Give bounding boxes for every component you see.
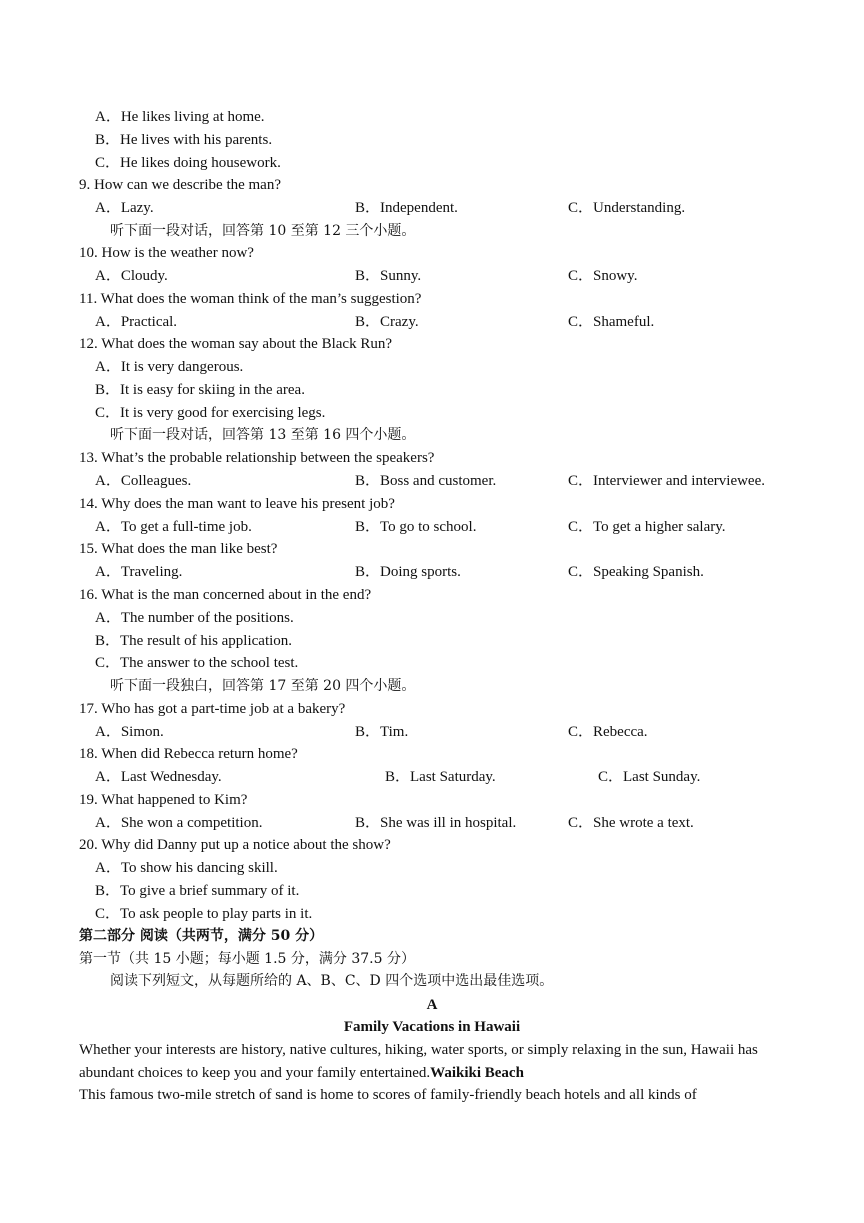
- instruction-13-16: 听下面一段对话，回答第 13 至第 16 四个小题。: [110, 427, 416, 443]
- q19-option-b: B．She was ill in hospital.: [355, 815, 517, 831]
- q20-option-c: C．To ask people to play parts in it.: [95, 906, 313, 922]
- q11-option-c: C．Shameful.: [568, 314, 655, 330]
- passage-paragraph-2: This famous two-mile stretch of sand is home to scores of family-friendly beach hotels and all kinds of: [79, 1087, 697, 1103]
- question-11: 11. What does the woman think of the man’s suggestion?: [79, 291, 422, 307]
- question-9: 9. How can we describe the man?: [79, 177, 282, 193]
- waikiki-beach-heading: Waikiki Beach: [430, 1064, 524, 1081]
- q16-option-a: A．The number of the positions.: [95, 610, 294, 626]
- q9-option-a: A．Lazy.: [95, 200, 154, 216]
- question-14: 14. Why does the man want to leave his present job?: [79, 496, 395, 512]
- q20-option-b: B．To give a brief summary of it.: [95, 883, 300, 899]
- q14-option-b: B．To go to school.: [355, 519, 477, 535]
- question-13: 13. What’s the probable relationship between the speakers?: [79, 450, 435, 466]
- q15-option-b: B．Doing sports.: [355, 564, 461, 580]
- q16-option-b: B．The result of his application.: [95, 633, 293, 649]
- q9-option-c: C．Understanding.: [568, 200, 686, 216]
- question-12: 12. What does the woman say about the Black Run?: [79, 336, 392, 352]
- q13-option-a: A．Colleagues.: [95, 473, 192, 489]
- passage-title: Family Vacations in Hawaii: [343, 1019, 521, 1035]
- question-16: 16. What is the man concerned about in the end?: [79, 587, 372, 603]
- section-one-heading: 第一节（共 15 小题；每小题 1.5 分，满分 37.5 分）: [79, 951, 415, 967]
- question-19: 19. What happened to Kim?: [79, 792, 248, 808]
- q19-option-c: C．She wrote a text.: [568, 815, 694, 831]
- q10-option-c: C．Snowy.: [568, 268, 638, 284]
- q20-option-a: A．To show his dancing skill.: [95, 860, 278, 876]
- question-15: 15. What does the man like best?: [79, 541, 278, 557]
- q8-option-a: A．He likes living at home.: [95, 109, 265, 125]
- reading-instruction: 阅读下列短文，从每题所给的 A、B、C、D 四个选项中选出最佳选项。: [110, 973, 554, 989]
- q17-option-b: B．Tim.: [355, 724, 409, 740]
- q10-option-b: B．Sunny.: [355, 268, 422, 284]
- part-two-heading: 第二部分 阅读（共两节，满分 50 分）: [79, 928, 324, 944]
- question-20: 20. Why did Danny put up a notice about the show?: [79, 837, 391, 853]
- passage-letter: A: [426, 997, 438, 1013]
- q13-option-b: B．Boss and customer.: [355, 473, 497, 489]
- passage-paragraph-1: [79, 1039, 779, 1084]
- q12-option-b: B．It is easy for skiing in the area.: [95, 382, 305, 398]
- q11-option-b: B．Crazy.: [355, 314, 419, 330]
- paragraph-1-text: Whether your interests are history, native cultures, hiking, water sports, or simply relaxing in the sun, Hawaii has abundant choices to keep you and your family entertained.: [79, 1042, 758, 1081]
- instruction-17-20: 听下面一段独白，回答第 17 至第 20 四个小题。: [110, 678, 416, 694]
- q18-option-b: B．Last Saturday.: [385, 769, 496, 785]
- question-17: 17. Who has got a part-time job at a bakery?: [79, 701, 346, 717]
- q13-option-c: C．Interviewer and interviewee.: [568, 473, 765, 489]
- q9-option-b: B．Independent.: [355, 200, 458, 216]
- q14-option-a: A．To get a full-time job.: [95, 519, 252, 535]
- q12-option-c: C．It is very good for exercising legs.: [95, 405, 326, 421]
- q8-option-c: C．He likes doing housework.: [95, 155, 281, 171]
- q15-option-a: A．Traveling.: [95, 564, 183, 580]
- q8-option-b: B．He lives with his parents.: [95, 132, 273, 148]
- instruction-10-12: 听下面一段对话，回答第 10 至第 12 三个小题。: [110, 223, 416, 239]
- q14-option-c: C．To get a higher salary.: [568, 519, 726, 535]
- q18-option-c: C．Last Sunday.: [598, 769, 701, 785]
- q12-option-a: A．It is very dangerous.: [95, 359, 244, 375]
- q16-option-c: C．The answer to the school test.: [95, 655, 299, 671]
- q10-option-a: A．Cloudy.: [95, 268, 168, 284]
- q18-option-a: A．Last Wednesday.: [95, 769, 222, 785]
- q15-option-c: C．Speaking Spanish.: [568, 564, 704, 580]
- question-10: 10. How is the weather now?: [79, 245, 254, 261]
- q11-option-a: A．Practical.: [95, 314, 178, 330]
- q17-option-a: A．Simon.: [95, 724, 164, 740]
- q19-option-a: A．She won a competition.: [95, 815, 263, 831]
- q17-option-c: C．Rebecca.: [568, 724, 648, 740]
- question-18: 18. When did Rebecca return home?: [79, 746, 298, 762]
